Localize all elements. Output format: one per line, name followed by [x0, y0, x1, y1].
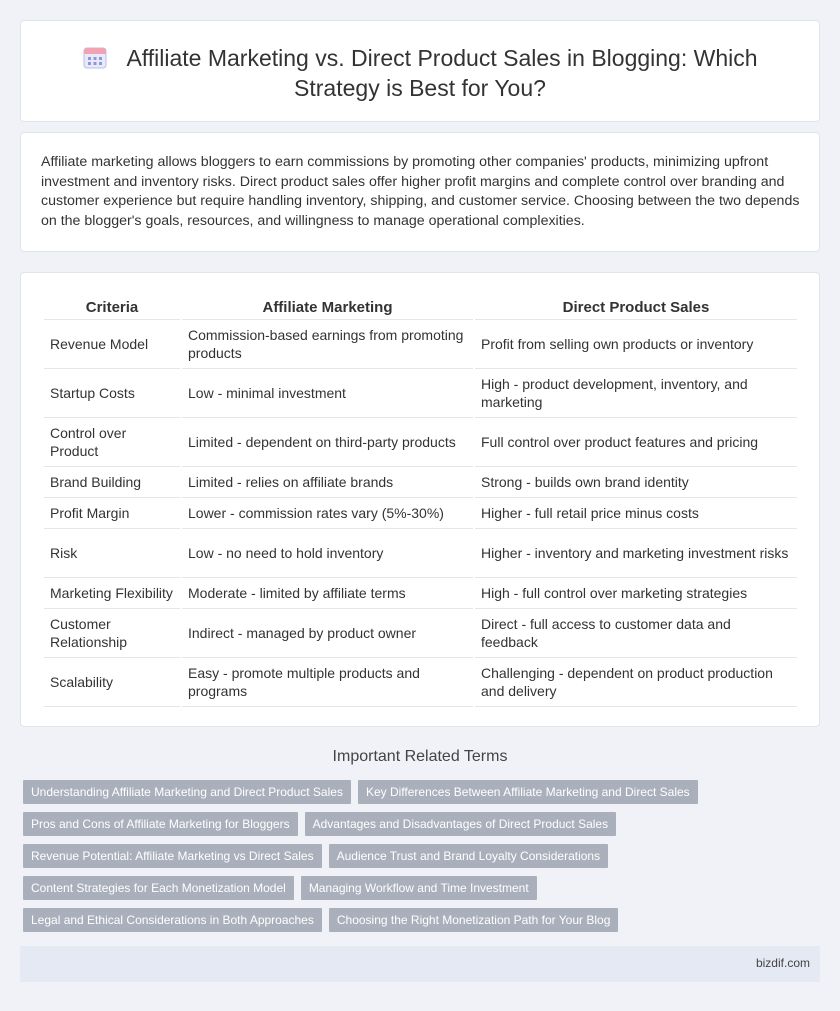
related-term-tag[interactable]: Audience Trust and Brand Loyalty Considerations [329, 844, 609, 868]
table-cell-criteria: Profit Margin [44, 498, 180, 529]
table-cell-affiliate: Lower - commission rates vary (5%-30%) [182, 498, 473, 529]
tag-row [23, 908, 803, 932]
table-cell-criteria: Control over Product [44, 418, 180, 467]
tag-row [23, 844, 803, 868]
table-cell-direct: Higher - inventory and marketing investment risks [475, 529, 797, 578]
tag-row [23, 876, 803, 900]
table-row [44, 578, 797, 609]
header-criteria: Criteria [44, 295, 180, 320]
related-term-tag[interactable]: Content Strategies for Each Monetization Model [23, 876, 294, 900]
table-row [44, 369, 797, 418]
header-affiliate-marketing: Affiliate Marketing [182, 295, 473, 320]
table-cell-criteria: Marketing Flexibility [44, 578, 180, 609]
table-cell-direct: Challenging - dependent on product production and delivery [475, 658, 797, 707]
related-term-tag[interactable]: Revenue Potential: Affiliate Marketing vs Direct Sales [23, 844, 322, 868]
related-term-tag[interactable]: Advantages and Disadvantages of Direct Product Sales [305, 812, 617, 836]
table-cell-direct: High - full control over marketing strategies [475, 578, 797, 609]
table-cell-direct: High - product development, inventory, and marketing [475, 369, 797, 418]
table-cell-criteria: Customer Relationship [44, 609, 180, 658]
table-cell-direct: Higher - full retail price minus costs [475, 498, 797, 529]
table-cell-affiliate: Low - minimal investment [182, 369, 473, 418]
table-cell-direct: Strong - builds own brand identity [475, 467, 797, 498]
table-cell-affiliate: Limited - dependent on third-party products [182, 418, 473, 467]
table-cell-affiliate: Commission-based earnings from promoting products [182, 320, 473, 369]
related-term-tag[interactable]: Pros and Cons of Affiliate Marketing for Bloggers [23, 812, 298, 836]
related-term-tag[interactable]: Legal and Ethical Considerations in Both Approaches [23, 908, 322, 932]
related-terms-list [23, 780, 803, 940]
header-direct-product-sales: Direct Product Sales [475, 295, 797, 320]
table-header-row [44, 295, 797, 320]
table-cell-criteria: Startup Costs [44, 369, 180, 418]
footer [20, 946, 820, 982]
title-wrap [61, 43, 779, 103]
table-cell-affiliate: Easy - promote multiple products and programs [182, 658, 473, 707]
table-cell-criteria: Scalability [44, 658, 180, 707]
related-term-tag[interactable]: Choosing the Right Monetization Path for Your Blog [329, 908, 619, 932]
table-cell-direct: Profit from selling own products or inventory [475, 320, 797, 369]
related-term-tag[interactable]: Key Differences Between Affiliate Marketing and Direct Sales [358, 780, 698, 804]
comparison-table-card [20, 272, 820, 727]
table-cell-affiliate: Low - no need to hold inventory [182, 529, 473, 578]
table-row [44, 498, 797, 529]
comparison-table [42, 295, 799, 707]
table-cell-criteria: Revenue Model [44, 320, 180, 369]
table-cell-direct: Full control over product features and pricing [475, 418, 797, 467]
table-row [44, 658, 797, 707]
table-row [44, 418, 797, 467]
footer-site-link[interactable]: bizdif.com [755, 956, 810, 970]
tag-row [23, 812, 803, 836]
related-term-tag[interactable]: Understanding Affiliate Marketing and Direct Product Sales [23, 780, 351, 804]
table-cell-criteria: Risk [44, 529, 180, 578]
title-card [20, 20, 820, 122]
table-cell-affiliate: Moderate - limited by affiliate terms [182, 578, 473, 609]
intro-card [20, 132, 820, 252]
table-row [44, 529, 797, 578]
intro-paragraph: Affiliate marketing allows bloggers to earn commissions by promoting other companies' products, minimizing upfront investment and inventory risks. Direct product sales offer higher profit margins and complete control over branding and customer experience but require handling inventory, shipping, and customer service. Choosing between the two depends on the blogger's goals, resources, and willingness to manage operational complexities. [41, 154, 800, 229]
table-row [44, 609, 797, 658]
table-row [44, 467, 797, 498]
table-cell-criteria: Brand Building [44, 467, 180, 498]
table-cell-direct: Direct - full access to customer data and feedback [475, 609, 797, 658]
tag-row [23, 780, 803, 804]
table-row [44, 320, 797, 369]
table-cell-affiliate: Limited - relies on affiliate brands [182, 467, 473, 498]
related-term-tag[interactable]: Managing Workflow and Time Investment [301, 876, 537, 900]
page-title: Affiliate Marketing vs. Direct Product Sales in Blogging: Which Strategy is Best for You? [126, 45, 758, 101]
calendar-icon [82, 44, 108, 70]
table-cell-affiliate: Indirect - managed by product owner [182, 609, 473, 658]
related-terms-heading: Important Related Terms [332, 748, 508, 765]
